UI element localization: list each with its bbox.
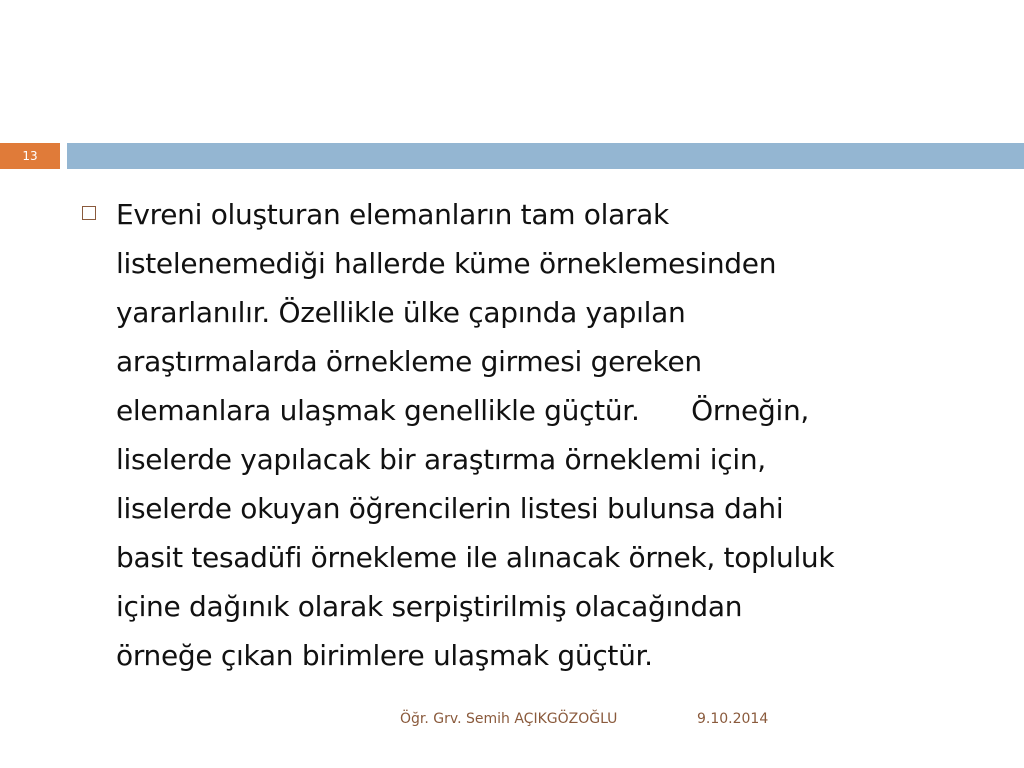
bullet-line: yararlanılır. Özellikle ülke çapında yapılan (116, 296, 686, 329)
bullet-text (116, 190, 834, 680)
bullet-line: araştırmalarda örnekleme girmesi gereken (116, 345, 702, 378)
page-number-badge: 13 (0, 143, 60, 169)
header-bar (67, 143, 1024, 169)
bullet-line: liselerde yapılacak bir araştırma örneklemi için, (116, 443, 766, 476)
footer-author: Öğr. Grv. Semih AÇIKGÖZOĞLU (400, 711, 618, 727)
square-bullet-icon (82, 206, 96, 220)
bullet-line: Evreni oluşturan elemanların tam olarak (116, 198, 669, 231)
bullet-line: basit tesadüfi örnekleme ile alınacak örnek, topluluk (116, 541, 835, 574)
bullet-line: elemanlara ulaşmak genellikle güçtür. Örneğin, (116, 394, 809, 427)
bullet-line: içine dağınık olarak serpiştirilmiş olacağından (116, 590, 743, 623)
bullet-item (80, 190, 980, 680)
slide-content (80, 190, 980, 680)
bullet-line: liselerde okuyan öğrencilerin listesi bulunsa dahi (116, 492, 784, 525)
bullet-line: örneğe çıkan birimlere ulaşmak güçtür. (116, 639, 653, 672)
footer-date: 9.10.2014 (697, 711, 769, 727)
bullet-line: listelenemediği hallerde küme örneklemesinden (116, 247, 777, 280)
